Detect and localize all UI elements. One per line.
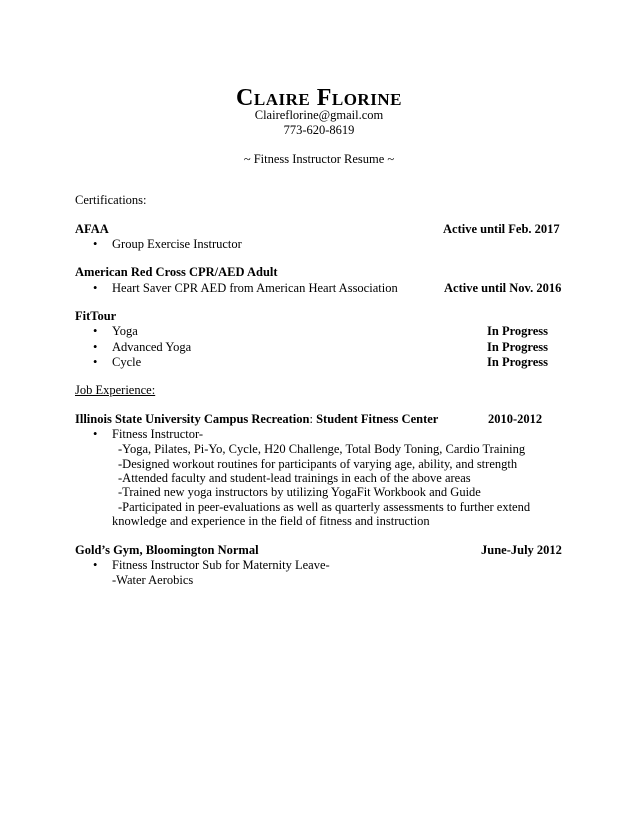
bullet-icon: •	[93, 324, 98, 338]
resume-subtitle: ~ Fitness Instructor Resume ~	[243, 152, 395, 166]
certifications-heading: Certifications:	[75, 193, 147, 207]
cert-fittour-title: FitTour	[75, 309, 117, 323]
job-dept: Student Fitness Center	[316, 412, 439, 426]
cert-afaa-title: AFAA	[75, 222, 109, 236]
bullet-icon: •	[93, 427, 98, 441]
status-label: In Progress	[487, 324, 548, 338]
job-detail-line: -Trained new yoga instructors by utilizing YogaFit Workbook and Guide	[118, 485, 481, 499]
job-isu-heading	[75, 413, 438, 426]
bullet-icon: •	[93, 340, 98, 354]
status-label: In Progress	[487, 355, 548, 369]
bullet-icon: •	[93, 558, 98, 572]
bullet-icon: •	[93, 281, 98, 295]
bullet-icon: •	[93, 355, 98, 369]
job-detail-line: -Yoga, Pilates, Pi-Yo, Cycle, H20 Challenge, Total Body Toning, Cardio Training	[118, 442, 526, 456]
job-isu-dates: 2010-2012	[488, 412, 543, 426]
email-address: Claireflorine@gmail.com	[254, 108, 384, 122]
status-label: In Progress	[487, 340, 548, 354]
cert-red-cross-title: American Red Cross CPR/AED Adult	[75, 265, 278, 279]
job-detail-line: -Water Aerobics	[112, 573, 194, 587]
job-detail-line: -Attended faculty and student-lead trainings in each of the above areas	[118, 471, 471, 485]
job-golds-title: Gold’s Gym, Bloomington Normal	[75, 543, 259, 557]
job-experience-heading: Job Experience:	[75, 383, 156, 397]
bullet-icon: •	[93, 237, 98, 251]
job-golds-dates: June-July 2012	[481, 543, 562, 557]
phone-number: 773-620-8619	[283, 123, 355, 137]
job-detail-line: -Participated in peer-evaluations as well as quarterly assessments to further extend	[118, 500, 531, 514]
cert-afaa-status: Active until Feb. 2017	[443, 222, 560, 236]
job-detail-line: knowledge and experience in the field of fitness and instruction	[112, 514, 430, 528]
job-separator: :	[309, 412, 317, 426]
resume-page: Claire Florine Claireflorine@gmail.com 773-620-8619 ~ Fitness Instructor Resume ~ Certifications: AFAA Active until Feb. 2017 • Group Exercise Instructor American Red Cross CPR/AED Adult • Heart Saver CPR AED from American Heart Association Active until Nov. 2016 FitTour • Yoga In Progress • Advanced Yoga In Progress • Cycle In Progress Job Experience: Illinois State University Campus Recreation: Student Fitness Center 2010-2012 • Fitness Instructor- -Yoga, Pilates, Pi-Yo, Cycle, H20 Challenge, Total Body Toning, Cardio Training -Designed workout routines for participants of varying age, ability, and strength -Attended faculty and student-lead trainings in each of the above areas -Trained new yoga instructors by utilizing YogaFit Workbook and Guide -Participated in peer-evaluations as well as quarterly assessments to further extend knowledge and experience in the field of fitness and instruction Gold’s Gym, Bloomington Normal June-July 2012 • Fitness Instructor Sub for Maternity Leave- -Water Aerobics	[0, 0, 638, 826]
job-org: Illinois State University Campus Recreation	[75, 412, 310, 426]
job-detail-line: -Designed workout routines for participants of varying age, ability, and strength	[118, 457, 518, 471]
candidate-name: Claire Florine	[236, 85, 402, 111]
cert-red-cross-status: Active until Nov. 2016	[444, 281, 562, 295]
